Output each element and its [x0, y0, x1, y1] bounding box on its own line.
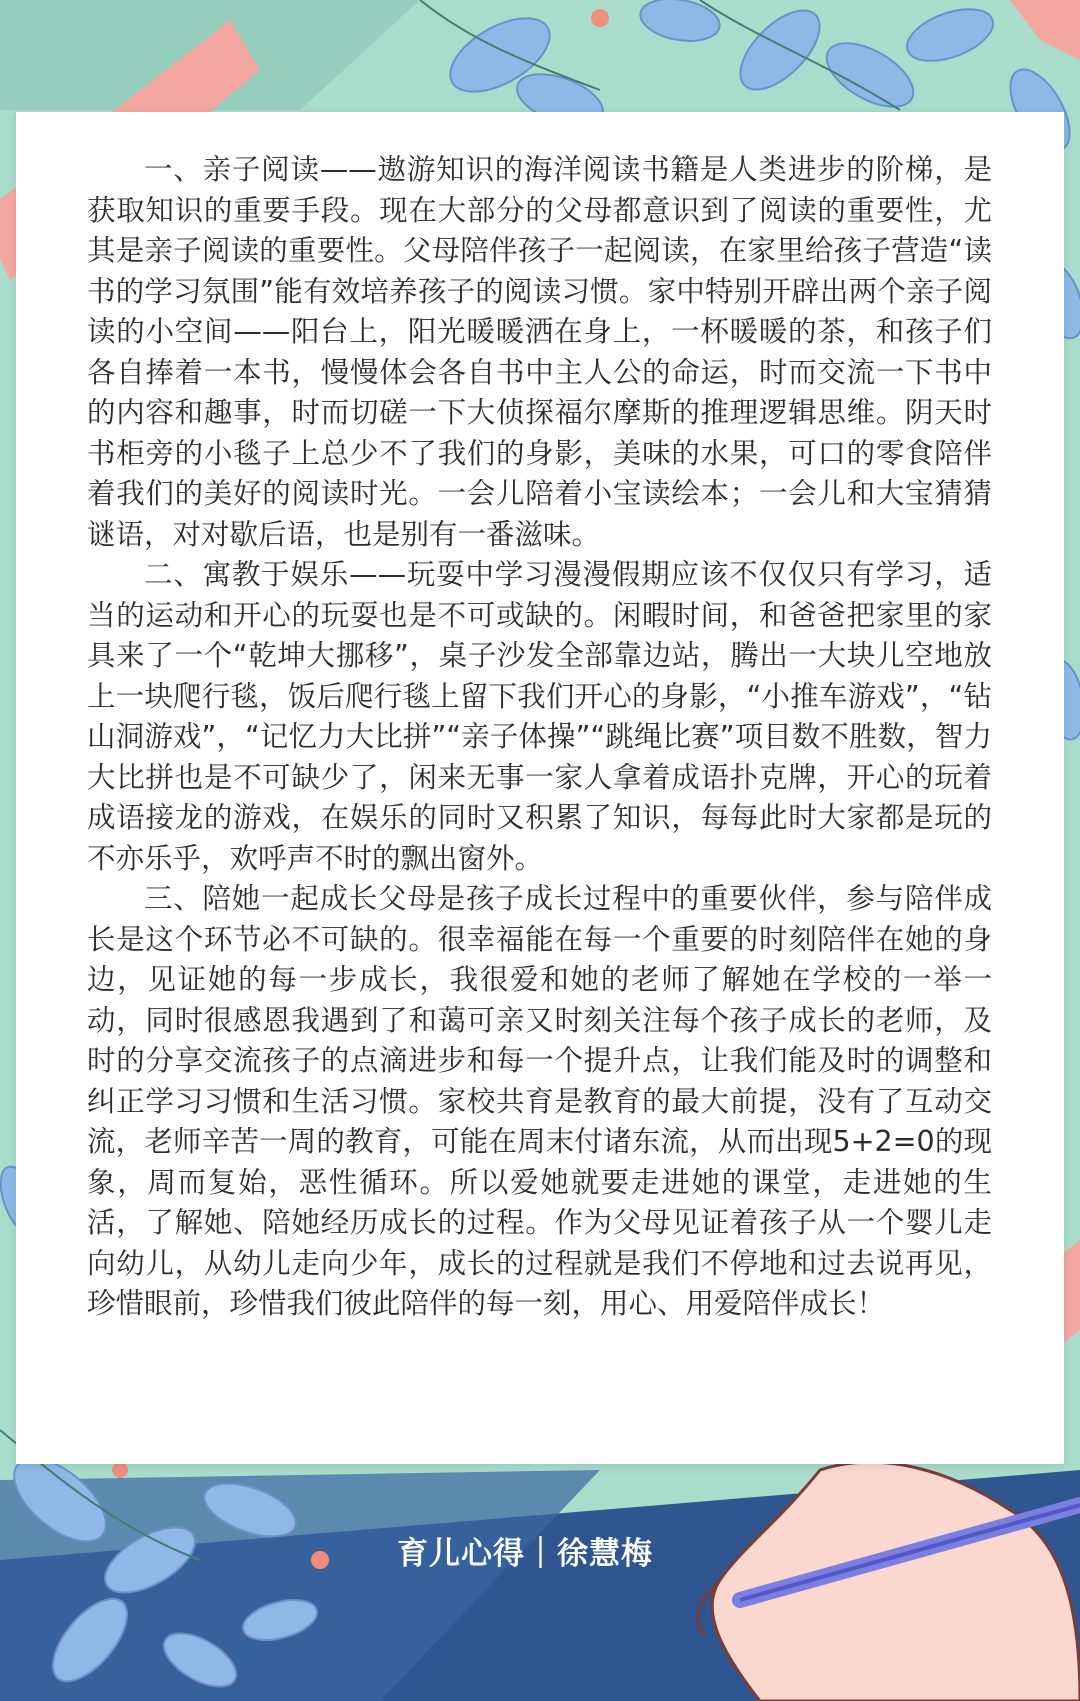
paragraph-growing-together: 三、陪她一起成长父母是孩子成长过程中的重要伙伴，参与陪伴成长是这个环节必不可缺的。很幸福能在每一个重要的时刻陪伴在她的身边，见证她的每一步成长，我很爱和她的老师了解她在学校的一举一动，同时很感恩我遇到了和蔼可亲又时刻关注每个孩子成长的老师，及时的分享交流孩子的点滴进步和每一个提升点，让我们能及时的调整和纠正学习习惯和生活习惯。家校共育是教育的最大前提，没有了互动交流，老师辛苦一周的教育，可能在周末付诸东流，从而出现5+2=0的现象，周而复始，恶性循环。所以爱她就要走进她的课堂，走进她的生活，了解她、陪她经历成长的过程。作为父母见证着孩子从一个婴儿走向幼儿，从幼儿走向少年，成长的过程就是我们不停地和过去说再见，珍惜眼前，珍惜我们彼此陪伴的每一刻，用心、用爱陪伴成长！	[87, 882, 992, 1320]
paragraph-learning-through-play: 二、寓教于娱乐——玩耍中学习漫漫假期应该不仅仅只有学习，适当的运动和开心的玩耍也是不可或缺的。闲暇时间，和爸爸把家里的家具来了一个“乾坤大挪移”，桌子沙发全部靠边站，腾出一大块儿空地放上一块爬行毯，饭后爬行毯上留下我们开心的身影，“小推车游戏”，“钻山洞游戏”，“记忆力大比拼”“亲子体操”“跳绳比赛”项目数不胜数，智力大比拼也是不可缺少了，闲来无事一家人拿着成语扑克牌，开心的玩着成语接龙的游戏，在娱乐的同时又积累了知识，每每此时大家都是玩的不亦乐乎，欢呼声不时的飘出窗外。	[87, 558, 992, 875]
paragraph-parent-child-reading: 一、亲子阅读——遨游知识的海洋阅读书籍是人类进步的阶梯，是获取知识的重要手段。现在大部分的父母都意识到了阅读的重要性，尤其是亲子阅读的重要性。父母陪伴孩子一起阅读，在家里给孩子营造“读书的学习氛围”能有效培养孩子的阅读习惯。家中特别开辟出两个亲子阅读的小空间——阳台上，阳光暖暖洒在身上，一杯暖暖的茶，和孩子们各自捧着一本书，慢慢体会各自书中主人公的命运，时而交流一下书中的内容和趣事，时而切磋一下大侦探福尔摩斯的推理逻辑思维。阴天时书柜旁的小毯子上总少不了我们的身影，美味的水果，可口的零食陪伴着我们的美好的阅读时光。一会儿陪着小宝读绘本；一会儿和大宝猜猜谜语，对对歇后语，也是别有一番滋味。	[87, 153, 992, 551]
article-body	[87, 150, 992, 1325]
footer-title: 育儿心得｜徐慧梅	[397, 1536, 653, 1572]
